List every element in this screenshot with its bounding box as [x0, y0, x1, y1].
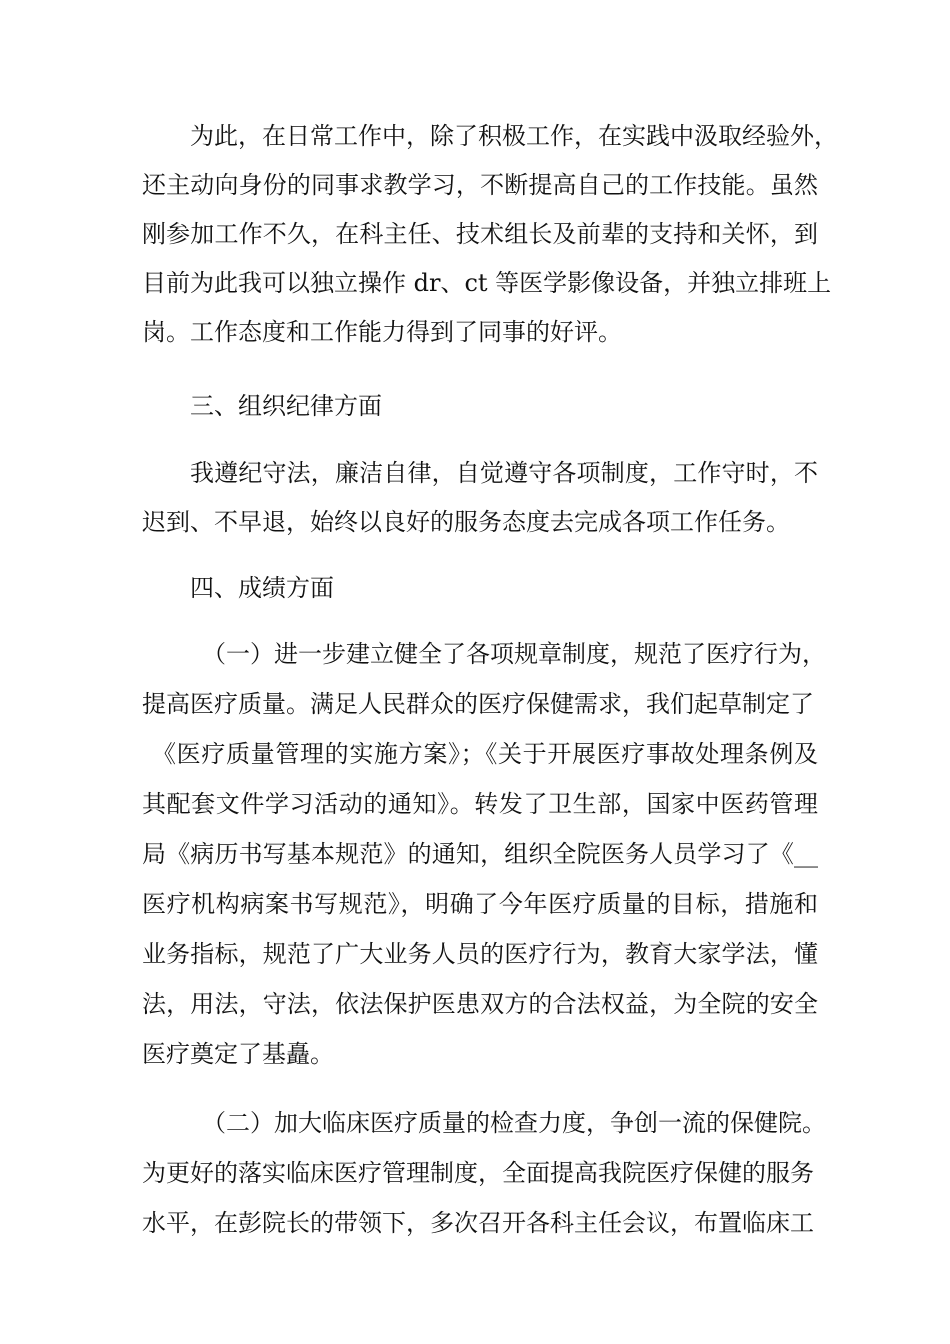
paragraph-line: 为更好的落实临床医疗管理制度，全面提高我院医疗保健的服务 — [142, 1159, 814, 1187]
paragraph-line: 还主动向身份的同事求教学习，不断提高自己的工作技能。虽然 — [142, 171, 818, 199]
paragraph-line: （二）加大临床医疗质量的检查力度，争创一流的保健院。 — [202, 1109, 826, 1137]
paragraph-line: （一）进一步建立健全了各项规章制度，规范了医疗行为， — [202, 640, 826, 668]
paragraph-line: 岗。工作态度和工作能力得到了同事的好评。 — [142, 318, 622, 346]
section-heading: 三、组织纪律方面 — [190, 392, 382, 420]
paragraph-line: 法，用法，守法，依法保护医患双方的合法权益，为全院的安全 — [142, 990, 818, 1018]
paragraph-line: 迟到、不早退，始终以良好的服务态度去完成各项工作任务。 — [142, 508, 790, 536]
section-heading: 四、成绩方面 — [190, 574, 334, 602]
paragraph-line: 提高医疗质量。满足人民群众的医疗保健需求，我们起草制定了 — [142, 690, 814, 718]
paragraph-line: 医疗机构病案书写规范》，明确了今年医疗质量的目标，措施和 — [142, 890, 818, 918]
paragraph-line: 目前为此我可以独立操作 dr、ct 等医学影像设备，并独立排班上 — [142, 269, 832, 297]
paragraph-line: 为此，在日常工作中，除了积极工作，在实践中汲取经验外， — [190, 122, 838, 150]
paragraph-line: 水平，在彭院长的带领下，多次召开各科主任会议，布置临床工 — [142, 1209, 814, 1237]
paragraph-line: 其配套文件学习活动的通知》。转发了卫生部，国家中医药管理 — [142, 790, 818, 818]
paragraph-line: 业务指标，规范了广大业务人员的医疗行为，教育大家学法，懂 — [142, 940, 818, 968]
paragraph-line: 局《病历书写基本规范》的通知，组织全院医务人员学习了《__ — [142, 840, 818, 868]
paragraph-line: 刚参加工作不久，在科主任、技术组长及前辈的支持和关怀，到 — [142, 220, 818, 248]
paragraph-line: 《医疗质量管理的实施方案》；《关于开展医疗事故处理条例及 — [152, 740, 818, 768]
paragraph-line: 医疗奠定了基矗。 — [142, 1040, 334, 1068]
paragraph-line: 我遵纪守法，廉洁自律，自觉遵守各项制度，工作守时，不 — [190, 459, 818, 487]
